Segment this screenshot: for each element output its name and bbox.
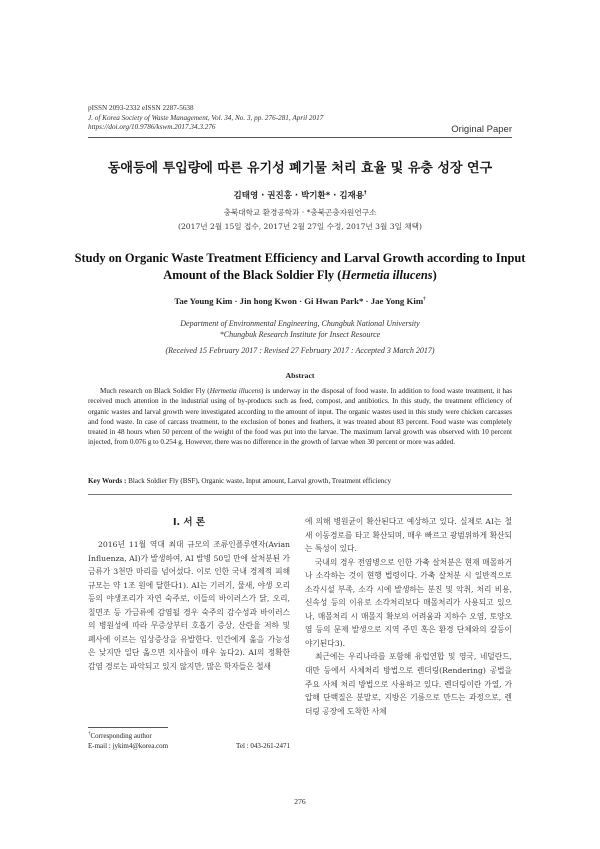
korean-dates: (2017년 2월 15일 접수, 2017년 2월 27일 수정, 2017년 3월 3일 채택) — [178, 222, 422, 231]
journal-citation: J. of Korea Society of Waste Management, Vol. 34, No. 3, pp. 276-281, April 2017 — [88, 113, 324, 122]
left-column-text: 2016년 11월 역대 최대 규모의 조류인플루엔자(Avian Influenza, AI)가 발생하여, AI 발병 50일 만에 살처분된 가금류가 3천만 마리를 넘어섰다. 이로 인한 국내 경제적 피해 규모는 약 1조 원에 달한다1). AI는 기러기, 물새, 야생 오리 등의 야생조리가 자연 숙주로, 이들의 바이러스가 닭, 오리, 칠면조 등 가금류에 감염될 경우 숙주의 감수성과 바이러스의 병원성에 따라 무증상부터 호흡기 증상, 산란율 저하 및 폐사에 이르는 임상증상을 유발한다. 인간에게 옮을 가능성은 낮지만 일단 옮으면 치사율이 매우 높다2). AI의 정확한 감염 경로는 파악되고 있지 않지만, 많은 학자들은 철새 — [88, 540, 290, 671]
right-column-text: 에 의해 병원균이 확산된다고 예상하고 있다. 실제로 AI는 철새 이동경로를 타고 확산되며, 매우 빠르고 광범위하게 확산되는 특성이 있다. 국내의 경우 전염병으로 인한 가축 살처분은 현재 매몰하거나 소각하는 것이 현행 법령이다. 가축 살처분 시 일반적으로 소각시설 부족, 소각 시에 발생하는 분진 및 악취, 처리 비용, 신속성 등의 이유로 소각처리보다 매몰처리가 사용되고 있으나, 매몰처리 시 매몰지 확보의 어려움과 지하수 오염, 토양오염 등의 문제 발생으로 지역 주민 혹은 환경 단체와의 갈등이 야기된다3). 최근에는 우리나라를 포함해 유럽연합 및 영국, 네덜란드, 대만 등에서 사체처리 방법으로 렌더링(Rendering) 공법을 주요 사체 처리 방법으로 사용하고 있다. 렌더링이란 가열, 가압해 단백질은 분말로, 지방은 기름으로 만드는 과정으로, 렌더링 공장에 도착한 사체 — [305, 517, 512, 716]
abstract-body: Much research on Black Soldier Fly (Hermetia illucens) is underway in the disposal of food waste. In addition to food waste treatment, it has received much attention in the industrial using of by-products such as feed, compost, and antibiotics. In this study, the treatment efficiency of organic wastes and larval growth were investigated according to the amount of input. The organic wastes used in this study were chicken carcasses and food waste. In case of carcass treatment, to the exclusion of bones and feathers, it was treated about 83 percent. Food waste was completely treated in 48 hours when 50 percent of the weight of the food was put into the larvae. The maximum larval growth was observed with 10 percent injected, from 0.076 g to 0.254 g. However, there was no difference in the growth of larvae when 30 percent or more was added. — [88, 387, 513, 447]
page-number: 276 — [294, 797, 306, 806]
footnote-divider — [88, 727, 168, 728]
issn: pISSN 2093-2332 eISSN 2287-5638 — [88, 104, 194, 112]
footnote-tel: Tel : 043-261-2471 — [236, 742, 290, 750]
paper-type-label: Original Paper — [451, 124, 512, 135]
footnote-email: E-mail : jykim4@korea.com — [88, 742, 169, 750]
doi-link[interactable]: https://doi.org/10.9786/kswm.2017.34.3.276 — [88, 123, 216, 132]
section-heading-introduction: I. 서 론 — [172, 517, 206, 528]
english-title: Study on Organic Waste Treatment Efficiency and Larval Growth according to Input Amount of the Black Soldier Fly (Hermetia illucens) — [74, 251, 526, 282]
abstract-heading: Abstract — [285, 371, 315, 380]
english-authors: Tae Young Kim · Jin hong Kwon · Gi Hwan Park* · Jae Yong Kim† — [174, 296, 426, 306]
header-divider — [88, 137, 512, 138]
journal-meta — [88, 104, 323, 133]
footnote: †Corresponding author E-mail : jykim4@korea.com Tel : 043-261-2471 — [88, 731, 290, 750]
english-dates: (Received 15 February 2017 : Revised 27 February 2017 : Accepted 3 March 2017) — [165, 346, 435, 355]
korean-authors: 김태영 · 권진홍 · 박기환* · 김재용† — [233, 190, 367, 201]
abstract-divider — [88, 494, 512, 495]
korean-title: 동애등에 투입량에 따른 유기성 폐기물 처리 효율 및 유충 성장 연구 — [107, 161, 493, 176]
english-affiliation: Department of Environmental Engineering, Chungbuk National University *Chungbuk Research Institute for Insect Resource — [180, 319, 420, 339]
keywords: Key Words : Black Soldier Fly (BSF), Organic waste, Input amount, Larval growth, Treatment efficiency — [88, 477, 392, 485]
korean-affiliation: 충북대학교 환경공학과 · *충북곤충자원연구소 — [223, 208, 377, 217]
